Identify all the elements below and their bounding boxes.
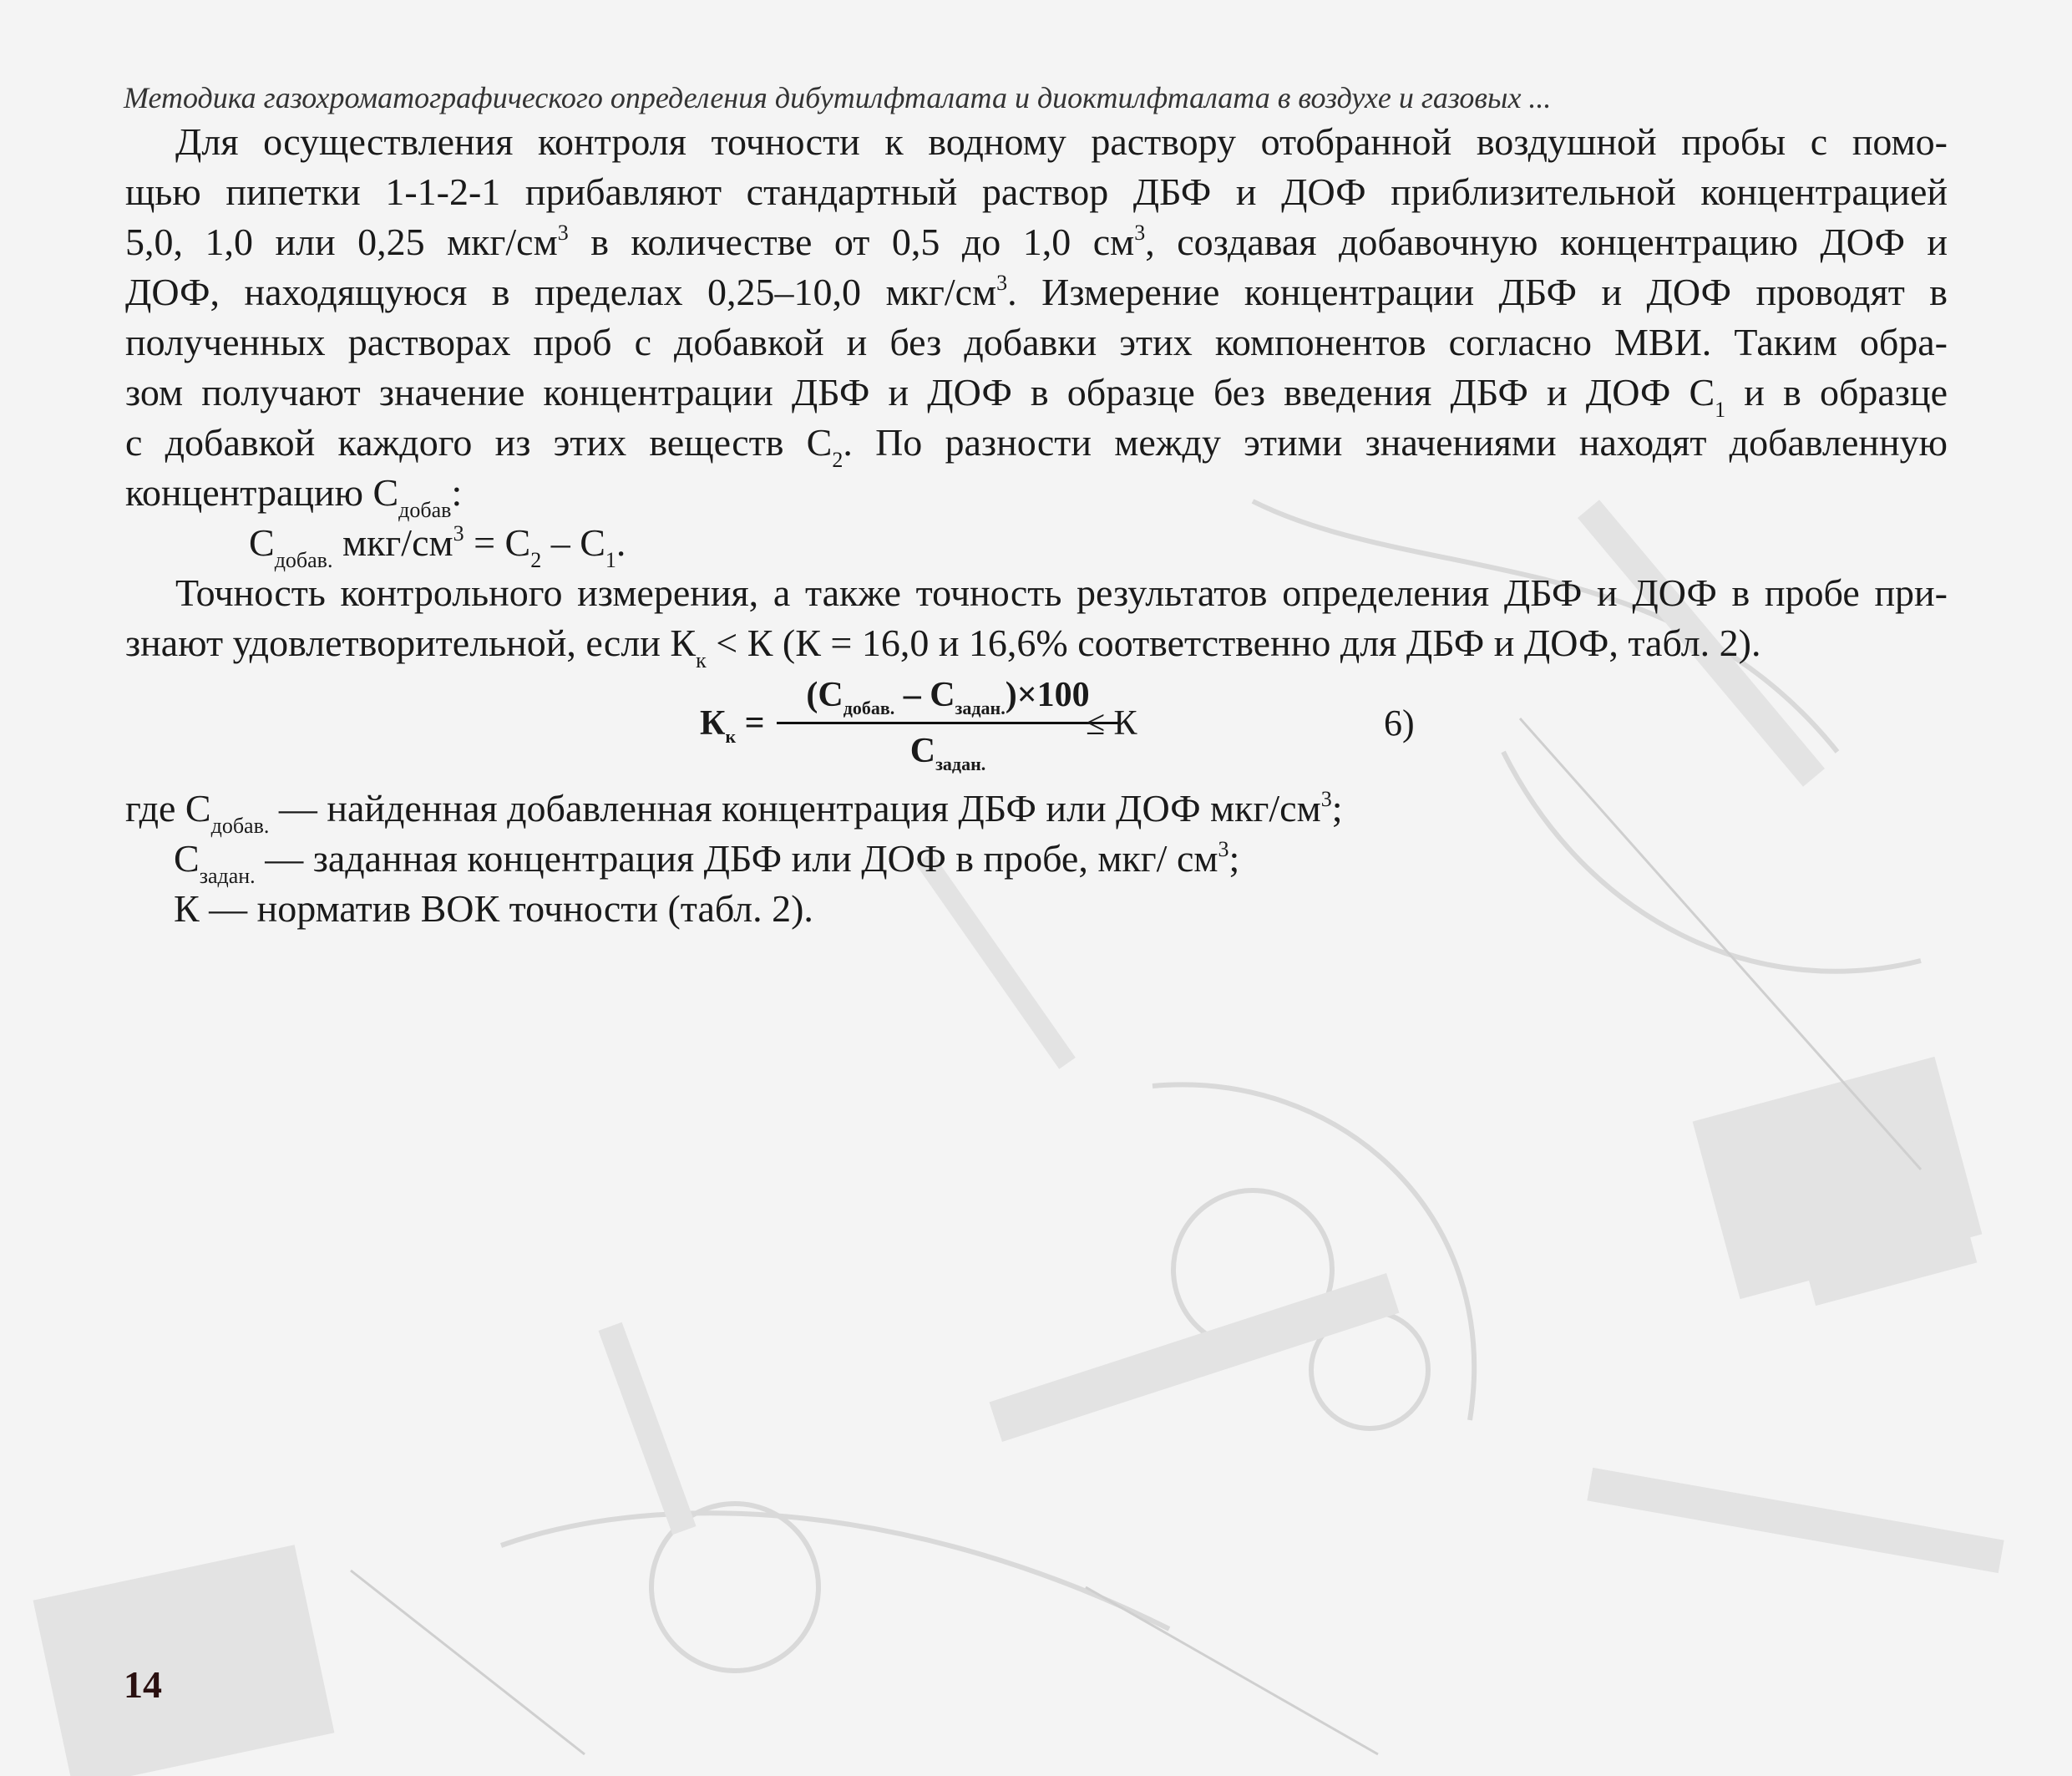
formula-rhs: ≤ К (1086, 704, 1137, 743)
text-line: 5,0, 1,0 или 0,25 мкг/$см^3$ в количестве от 0,5 до 1,0 $см^3$, создавая добавочную концентрацию ДОФ и (125, 221, 1948, 263)
legend-line: $С_{задан.}$ — заданная концентрация ДБФ или ДОФ в пробе, мкг/ $см^3$; (174, 837, 1240, 888)
running-header: Методика газохроматографического определения дибутилфталата и диоктилфталата в воздухе и газовых ... (124, 81, 1552, 114)
legend-line: где $С_{добав.}$ — найденная добавленная концентрация ДБФ или ДОФ мкг/$см^3$; (125, 787, 1343, 838)
formula-lhs: $К_к$ = (700, 704, 765, 747)
paragraph-control-procedure (125, 117, 1948, 672)
formula-numerator: $(С_{добав.} - С_{задан.})\times 100$ (806, 676, 1090, 718)
fraction-bar (777, 722, 1119, 724)
text-line: Точность контрольного измерения, а также точность результатов определения ДБФ и ДОФ в пробе при- (175, 571, 1948, 614)
text-line: полученных растворах проб с добавкой и без добавки этих компонентов согласно МВИ. Таким обра- (125, 321, 1948, 363)
text-line: зом получают значение концентрации ДБФ и ДОФ в образце без введения ДБФ и ДОФ $С_1$ и в образце (125, 371, 1948, 422)
text-line: знают удовлетворительной, если $К_к < К$ (К = 16,0 и 16,6% соответственно для ДБФ и ДОФ, табл. 2). (125, 622, 1761, 672)
text-line: с добавкой каждого из этих веществ $С_2$. По разности между этими значениями находят добавленную (125, 421, 1948, 472)
formula-denominator: $С_{задан.}$ (909, 732, 986, 774)
formula-legend (125, 784, 1948, 934)
added-concentration-equation: $С_{добав.}$ мкг/$см^3 = С_2 - С_1$. (249, 521, 626, 572)
text-line: концентрацию $С_{добав}$: (125, 471, 463, 522)
equation-number: 6) (1384, 703, 1415, 743)
text-line: ДОФ, находящуюся в пределах 0,25–10,0 мкг/$см^3$. Измерение концентрации ДБФ и ДОФ проводят в (125, 271, 1948, 313)
accuracy-formula (700, 672, 1451, 780)
text-line: Для осуществления контроля точности к водному раствору отобранной воздушной пробы с помо- (175, 120, 1948, 163)
legend-line: К — норматив ВОК точности (табл. 2). (174, 887, 813, 930)
page-number: 14 (124, 1663, 162, 1706)
text-line: щью пипетки 1-1-2-1 прибавляют стандартный раствор ДБФ и ДОФ приблизительной концентрацией (125, 170, 1948, 213)
formula-fraction (777, 672, 1119, 774)
